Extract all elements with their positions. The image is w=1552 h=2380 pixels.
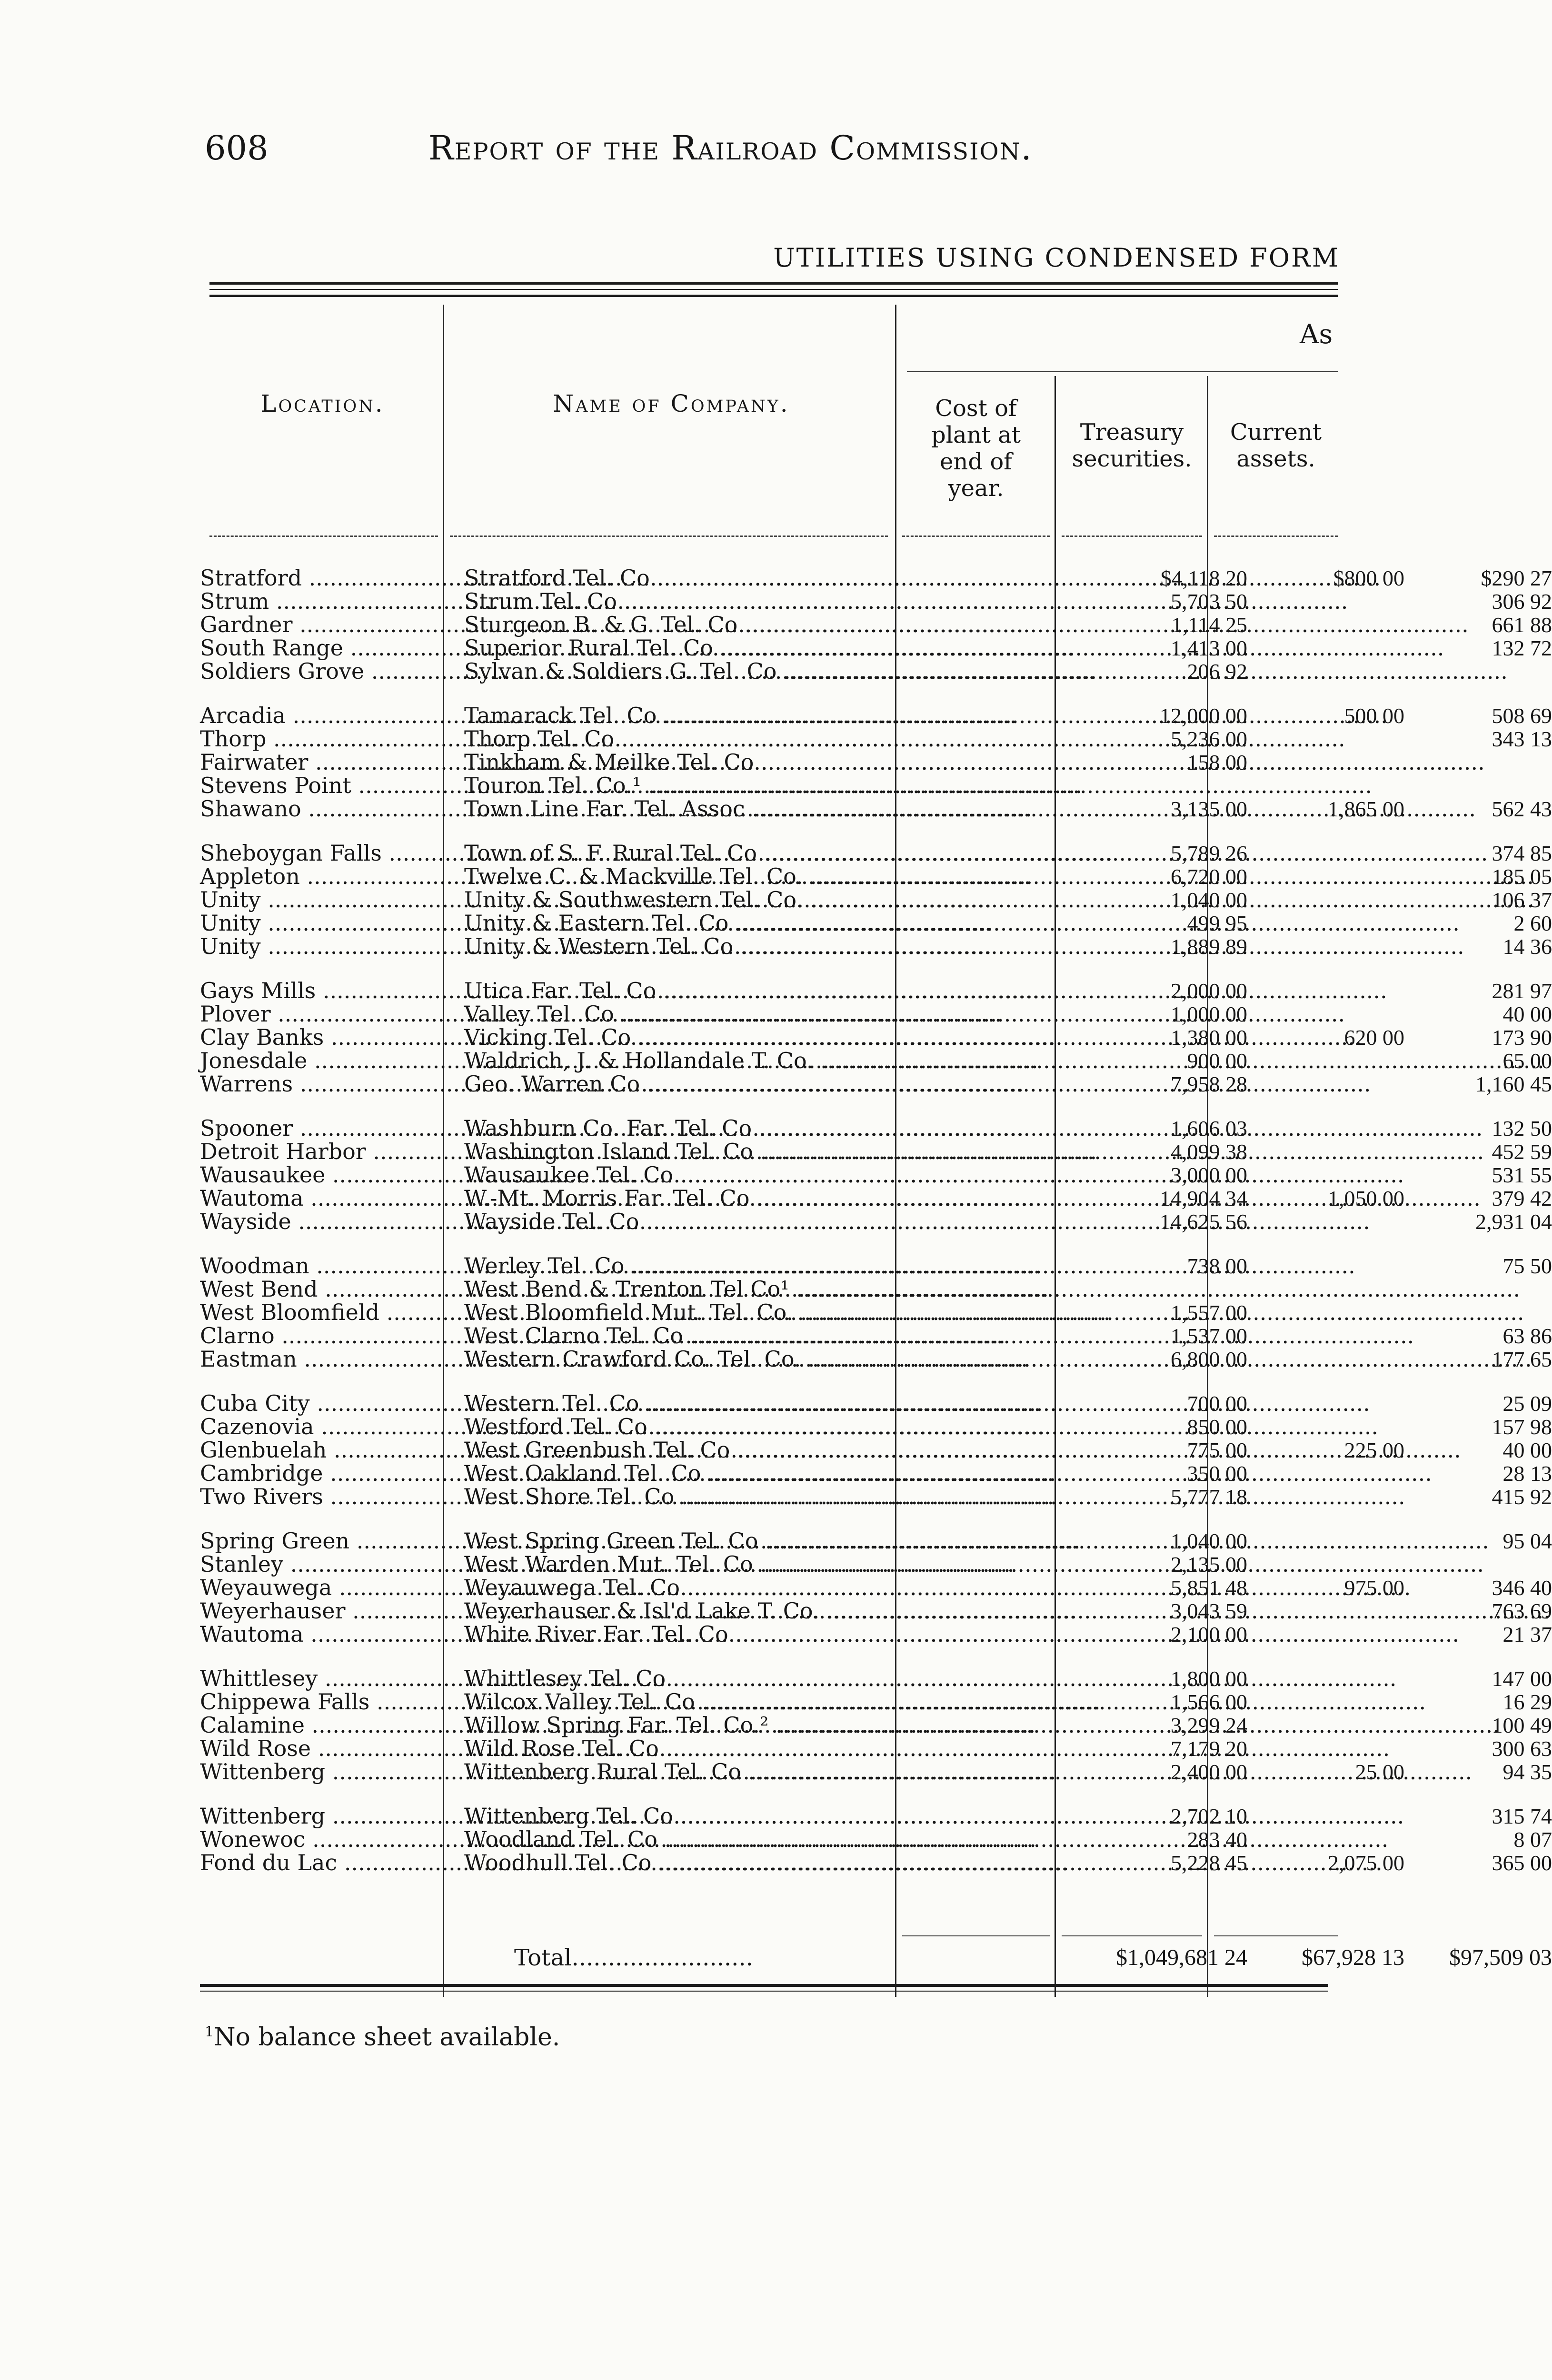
cost-of-plant-cell: 158 00 [1187,750,1247,774]
treasury-cell: 2,075 00 [1328,1851,1404,1875]
table-row [200,1528,1552,1554]
current-assets-cell: 343 13 [1492,727,1552,751]
table-row [200,863,1552,889]
table-row [200,1598,1552,1624]
header-dash-location [209,536,438,537]
cost-of-plant-cell: 5,236 00 [1171,727,1247,751]
table-row [200,1414,1552,1439]
header-dash-plant [902,536,1050,537]
total-treasury: $67,928 13 [1302,1945,1404,1970]
location-cell: Thorp ..... [200,727,436,751]
row-group [200,1115,1552,1234]
location-cell: Wayside ..... [200,1210,436,1233]
company-cell: Town Line Far. Tel. Assoc ..... [464,797,1102,821]
page-number: 608 [205,129,269,168]
table-row [200,703,1552,728]
cost-of-plant-cell: 1,537 00 [1171,1324,1247,1348]
company-cell: Wittenberg Rural Tel. Co ..... [464,1760,1102,1784]
location-cell: West Bloomfield ..... [200,1301,436,1324]
location-cell: Sheboygan Falls ..... [200,842,436,865]
current-assets-cell: 306 92 [1492,589,1552,614]
table-row [200,796,1552,822]
cost-of-plant-cell: 350 00 [1187,1461,1247,1486]
table-row [200,1850,1552,1875]
current-assets-cell: 661 88 [1492,613,1552,637]
table-row [200,1301,1343,1324]
current-assets-cell: 562 43 [1492,797,1552,821]
table-row [200,840,1552,866]
location-cell: Stratford ..... [200,566,436,590]
current-assets-cell: 281 97 [1492,979,1552,1003]
row-group [200,1528,1552,1647]
company-cell: White River Far. Tel. Co ..... [464,1623,1102,1646]
table-row [200,1253,1552,1279]
location-cell: Spooner ..... [200,1117,436,1140]
current-assets-cell: 28 13 [1502,1461,1552,1486]
table-row [200,1278,1343,1301]
location-cell: Warrens ..... [200,1072,436,1096]
treasury-cell: $800 00 [1333,566,1404,590]
company-cell: West Oakland Tel. Co ..... [464,1462,1102,1485]
table-row [200,1162,1552,1188]
current-assets-cell: 173 90 [1492,1025,1552,1050]
cost-of-plant-cell: 1,889 89 [1171,934,1247,959]
company-cell: Superior Rural Tel. Co ..... [464,636,1102,660]
company-cell: Willow Spring Far. Tel. Co.² ..... [464,1714,1102,1737]
treasury-cell: 1,865 00 [1328,797,1404,821]
cost-of-plant-cell: 5,703 50 [1171,589,1247,614]
table-row [200,612,1552,637]
total-rule-treasury [1062,1935,1202,1936]
row-group [200,703,1552,822]
location-cell: West Bend ..... [200,1278,436,1301]
location-cell: Soldiers Grove ..... [200,660,436,683]
company-cell: Unity & Southwestern Tel. Co. ..... [464,888,1102,912]
table-row [200,1803,1552,1829]
cost-of-plant-cell: 1,800 00 [1171,1666,1247,1691]
current-assets-cell: 365 00 [1492,1851,1552,1875]
cost-of-plant-cell: 7,179 20 [1171,1736,1247,1761]
company-cell: Thorp Tel. Co ..... [464,727,1102,751]
row-group [200,565,1552,684]
company-cell: W.-Mt. Morris Far. Tel. Co ..... [464,1187,1102,1210]
cost-of-plant-cell: 700 00 [1187,1391,1247,1416]
table-row [200,660,1343,683]
column-header-treasury [1057,419,1207,472]
current-assets-cell: 14 36 [1502,934,1552,959]
location-cell: Appleton ..... [200,865,436,888]
company-cell: Weyauwega Tel. Co ..... [464,1576,1102,1599]
utilities-table [200,565,1552,1895]
group-label-assets: As [1300,319,1333,350]
cost-of-plant-cell: 499 95 [1187,911,1247,935]
cost-of-plant-cell: 3,043 59 [1171,1599,1247,1623]
location-cell: Wautoma ..... [200,1623,436,1646]
location-cell: Gays Mills ..... [200,979,436,1002]
top-rule [209,282,1338,285]
current-assets-cell: 300 63 [1492,1736,1552,1761]
company-cell: Sturgeon B. & G. Tel. Co ..... [464,613,1102,636]
cost-of-plant-cell: 14,904 34 [1160,1186,1247,1210]
location-cell: Jonesdale ..... [200,1049,436,1072]
current-assets-cell: 415 92 [1492,1485,1552,1509]
table-row [200,751,1343,774]
cost-of-plant-cell: 1,606 03 [1171,1116,1247,1140]
location-cell: Chippewa Falls ..... [200,1690,436,1714]
table-row [200,1460,1552,1486]
bottom-rule-thin [200,1991,1328,1992]
location-cell: Gardner ..... [200,613,436,636]
row-group [200,1666,1552,1785]
page-header [205,129,1347,181]
table-row [200,1001,1552,1027]
location-cell: Cazenovia ..... [200,1415,436,1438]
total-row [200,1944,1552,1973]
company-cell: Town of S. F. Rural Tel. Co ..... [464,842,1102,865]
location-cell: Arcadia ..... [200,704,436,727]
column-header-current-assets [1209,419,1343,472]
company-cell: Tamarack Tel. Co ..... [464,704,1102,727]
current-assets-cell: 763 69 [1492,1599,1552,1623]
cost-of-plant-cell: 2,100 00 [1171,1622,1247,1646]
location-cell: Wausaukee ..... [200,1163,436,1187]
current-assets-cell: 63 86 [1502,1324,1552,1348]
table-row [200,1024,1552,1050]
location-cell: Strum ..... [200,590,436,613]
company-cell: West Spring Green Tel. Co ..... [464,1529,1102,1553]
company-cell: West Shore Tel. Co ..... [464,1485,1102,1508]
company-cell: Waldrich, J. & Hollandale T. Co. ..... [464,1049,1102,1072]
location-cell: Wild Rose ..... [200,1737,436,1760]
cost-of-plant-cell: 1,380 00 [1171,1025,1247,1050]
location-cell: Weyauwega ..... [200,1576,436,1599]
location-cell: Weyerhauser ..... [200,1599,436,1623]
location-cell: Glenbuelah ..... [200,1438,436,1462]
cost-of-plant-cell: 2,135 00 [1171,1552,1247,1577]
table-row [200,1553,1343,1576]
cost-of-plant-cell: 7,958 28 [1171,1072,1247,1096]
current-assets-cell: 147 00 [1492,1666,1552,1691]
location-cell: Fairwater ..... [200,751,436,774]
location-cell: Wittenberg ..... [200,1805,436,1828]
current-assets-cell: 2,931 04 [1475,1210,1552,1234]
location-cell: Spring Green ..... [200,1529,436,1553]
footnote-mark: 1 [205,2023,214,2041]
cost-of-plant-cell: 1,040 00 [1171,888,1247,912]
company-cell: Stratford Tel. Co ..... [464,566,1102,590]
current-assets-cell: 346 40 [1492,1576,1552,1600]
cost-of-plant-cell: 6,720 00 [1171,864,1247,889]
treasury-cell: 500 00 [1344,704,1404,728]
current-assets-cell: 1,160 45 [1475,1072,1552,1096]
location-cell: Shawano ..... [200,797,436,821]
table-row [200,1735,1552,1761]
table-row [200,1621,1552,1647]
table-row [200,1071,1552,1097]
treasury-cell: 25 00 [1355,1760,1404,1784]
table-row [200,774,1343,797]
cost-of-plant-cell: 4,099 38 [1171,1140,1247,1164]
current-assets-cell: 374 85 [1492,841,1552,865]
company-cell: Valley Tel. Co ..... [464,1002,1102,1026]
table-row [200,933,1552,959]
location-cell: Cambridge ..... [200,1462,436,1485]
treasury-cell: 1,050 00 [1328,1186,1404,1210]
table-row [200,635,1552,661]
location-cell: Wittenberg ..... [200,1760,436,1784]
company-cell: Tinkham & Meilke Tel. Co ..... [464,751,1102,774]
cost-of-plant-cell: 5,789 26 [1171,841,1247,865]
company-cell: Werley Tel. Co ..... [464,1254,1102,1278]
current-assets-cell: 531 55 [1492,1163,1552,1187]
company-cell: Strum Tel. Co ..... [464,590,1102,613]
column-header-line: Cost of [935,395,1017,422]
current-assets-cell: 132 50 [1492,1116,1552,1140]
current-assets-cell: 106 37 [1492,888,1552,912]
column-header-line: plant at [931,422,1021,448]
top-rule-lower [209,295,1338,297]
company-cell: Wild Rose Tel. Co ..... [464,1737,1102,1760]
company-cell: Wayside Tel. Co ..... [464,1210,1102,1233]
company-cell: Vicking Tel. Co ..... [464,1026,1102,1049]
company-cell: Western Crawford Co. Tel. Co. ..... [464,1348,1102,1371]
company-cell: Washington Island Tel. Co ..... [464,1140,1102,1163]
location-cell: South Range ..... [200,636,436,660]
table-row [200,1484,1552,1509]
company-cell: Unity & Eastern Tel. Co ..... [464,912,1102,935]
table-row [200,1115,1552,1141]
current-assets-cell: $290 27 [1481,566,1552,590]
table-row [200,1346,1552,1372]
cost-of-plant-cell: 283 40 [1187,1827,1247,1852]
cost-of-plant-cell: 1,000 00 [1171,1002,1247,1026]
table-row [200,1759,1552,1785]
header-dash-company [450,536,888,537]
table-row [200,978,1552,1003]
total-rule-current [1214,1935,1338,1936]
cost-of-plant-cell: 850 00 [1187,1415,1247,1439]
current-assets-cell: 21 37 [1502,1622,1552,1646]
current-assets-cell: 185 05 [1492,864,1552,889]
cost-of-plant-cell: 2,400 00 [1171,1760,1247,1784]
table-row [200,1209,1552,1234]
location-cell: Clay Banks ..... [200,1026,436,1049]
cost-of-plant-cell: $4,118 20 [1160,566,1247,590]
current-assets-cell: 65 00 [1502,1049,1552,1073]
total-rule-plant [902,1935,1050,1936]
cost-of-plant-cell: 900 00 [1187,1049,1247,1073]
table-row [200,1139,1552,1164]
cost-of-plant-cell: 5,228 45 [1171,1851,1247,1875]
location-cell: Cuba City ..... [200,1392,436,1415]
column-header-line: assets. [1236,446,1315,472]
header-dash-treasury [1062,536,1202,537]
location-cell: Stevens Point ..... [200,774,436,797]
current-assets-cell: 100 49 [1492,1713,1552,1737]
current-assets-cell: 452 59 [1492,1140,1552,1164]
current-assets-cell: 315 74 [1492,1804,1552,1828]
company-cell: West Warden Mut. Tel. Co ..... [464,1553,1102,1576]
location-cell: Wautoma ..... [200,1187,436,1210]
footnote-text: No balance sheet available. [214,2023,560,2052]
cost-of-plant-cell: 1,557 00 [1171,1300,1247,1325]
treasury-cell: 225 00 [1344,1438,1404,1462]
table-row [200,1048,1552,1073]
table-row [200,1437,1552,1463]
cost-of-plant-cell: 206 92 [1187,659,1247,684]
row-group [200,840,1552,959]
cost-of-plant-cell: 3,000 00 [1171,1163,1247,1187]
treasury-cell: 620 00 [1344,1025,1404,1050]
table-row [200,1826,1552,1852]
row-group [200,1253,1552,1372]
company-cell: West Clarno Tel. Co ..... [464,1324,1102,1348]
table-row [200,588,1552,614]
top-rule-thin [209,289,1338,290]
current-assets-cell: 8 07 [1513,1827,1552,1852]
location-cell: Fond du Lac ..... [200,1851,436,1874]
row-group [200,978,1552,1097]
total-label: Total......................... [514,1944,753,1971]
row-group [200,1803,1552,1875]
company-cell: Western Tel. Co ..... [464,1392,1102,1415]
current-assets-cell: 2 60 [1513,911,1552,935]
location-cell: Eastman ..... [200,1348,436,1371]
cost-of-plant-cell: 1,114 25 [1171,613,1247,637]
table-row [200,1712,1552,1738]
company-cell: Wausaukee Tel. Co ..... [464,1163,1102,1187]
cost-of-plant-cell: 3,135 00 [1171,797,1247,821]
table-row [200,1390,1552,1416]
table-row [200,910,1552,936]
group-header-rule [907,371,1338,372]
section-title: UTILITIES USING CONDENSED FORM [773,243,1340,273]
location-cell: Unity ..... [200,888,436,912]
column-header-line: year. [948,475,1004,502]
cost-of-plant-cell: 6,800 00 [1171,1347,1247,1371]
company-cell: Woodhull Tel. Co ..... [464,1851,1102,1874]
location-cell: Detroit Harbor ..... [200,1140,436,1163]
current-assets-cell: 94 35 [1502,1760,1552,1784]
cost-of-plant-cell: 12,000 00 [1160,704,1247,728]
table-row [200,1689,1552,1715]
current-assets-cell: 177 65 [1492,1347,1552,1371]
location-cell: Stanley ..... [200,1553,436,1576]
company-cell: West Bloomfield Mut. Tel. Co. ..... [464,1301,1102,1324]
company-cell: West Greenbush Tel. Co ..... [464,1438,1102,1462]
column-header-cost-of-plant [897,395,1055,502]
table-row [200,1666,1552,1691]
current-assets-cell: 132 72 [1492,636,1552,660]
location-cell: Unity ..... [200,912,436,935]
cost-of-plant-cell: 738 00 [1187,1254,1247,1278]
table-row [200,887,1552,912]
company-cell: Whittlesey Tel. Co ..... [464,1667,1102,1690]
current-assets-cell: 157 98 [1492,1415,1552,1439]
company-cell: Unity & Western Tel. Co ..... [464,935,1102,958]
column-header-line: Treasury [1080,419,1184,446]
company-cell: Woodland Tel. Co ..... [464,1828,1102,1851]
column-header-line: securities. [1072,446,1192,472]
current-assets-cell: 508 69 [1492,704,1552,728]
footnote [205,2023,560,2052]
cost-of-plant-cell: 1,040 00 [1171,1529,1247,1553]
total-cost-of-plant: $1,049,681 24 [1116,1945,1247,1970]
cost-of-plant-cell: 2,702 10 [1171,1804,1247,1828]
location-cell: Calamine ..... [200,1714,436,1737]
table-row [200,1185,1552,1211]
current-assets-cell: 16 29 [1502,1690,1552,1714]
company-cell: Sylvan & Soldiers G. Tel. Co ..... [464,660,1102,683]
current-assets-cell: 75 50 [1502,1254,1552,1278]
location-cell: Two Rivers ..... [200,1485,436,1508]
column-header-company: Name of Company. [553,390,790,417]
location-cell: Wonewoc ..... [200,1828,436,1851]
cost-of-plant-cell: 5,851 48 [1171,1576,1247,1600]
company-cell: Weyerhauser & Isl'd Lake T. Co. ..... [464,1599,1102,1623]
location-cell: Plover ..... [200,1002,436,1026]
location-cell: Whittlesey ..... [200,1667,436,1690]
table-row [200,1323,1552,1349]
row-group [200,1390,1552,1509]
current-assets-cell: 95 04 [1502,1529,1552,1553]
current-assets-cell: 379 42 [1492,1186,1552,1210]
location-cell: Unity ..... [200,935,436,958]
column-header-line: end of [940,448,1012,475]
header-dash-current [1214,536,1338,537]
column-header-location: Location. [260,390,385,417]
running-title: Report of the Railroad Commission. [428,129,1033,168]
company-cell: Twelve C. & Mackville Tel. Co. ..... [464,865,1102,888]
cost-of-plant-cell: 5,777 18 [1171,1485,1247,1509]
company-cell: Washburn Co. Far. Tel. Co ..... [464,1117,1102,1140]
company-cell: Westford Tel. Co ..... [464,1415,1102,1438]
cost-of-plant-cell: 1,566 00 [1171,1690,1247,1714]
total-current-assets: $97,509 03 [1449,1945,1552,1970]
cost-of-plant-cell: 775 00 [1187,1438,1247,1462]
company-cell: Touron Tel. Co.¹ ..... [464,774,1102,797]
cost-of-plant-cell: 14,625 56 [1160,1210,1247,1234]
cost-of-plant-cell: 2,000 00 [1171,979,1247,1003]
company-cell: Geo. Warren Co ..... [464,1072,1102,1096]
current-assets-cell: 40 00 [1502,1438,1552,1462]
table-row [200,565,1552,591]
company-cell: Utica Far. Tel. Co ..... [464,979,1102,1002]
treasury-cell: 975 00 [1344,1576,1404,1600]
current-assets-cell: 40 00 [1502,1002,1552,1026]
table-row [200,1575,1552,1600]
table-row [200,726,1552,752]
current-assets-cell: 25 09 [1502,1391,1552,1416]
company-cell: Wittenberg Tel. Co ..... [464,1805,1102,1828]
bottom-rule [200,1984,1328,1987]
location-cell: Woodman ..... [200,1254,436,1278]
cost-of-plant-cell: 1,413 00 [1171,636,1247,660]
company-cell: West Bend & Trenton Tel Co¹ ..... [464,1278,1102,1301]
company-cell: Wilcox Valley Tel. Co ..... [464,1690,1102,1714]
column-header-line: Current [1230,419,1322,446]
cost-of-plant-cell: 3,299 24 [1171,1713,1247,1737]
location-cell: Clarno ..... [200,1324,436,1348]
